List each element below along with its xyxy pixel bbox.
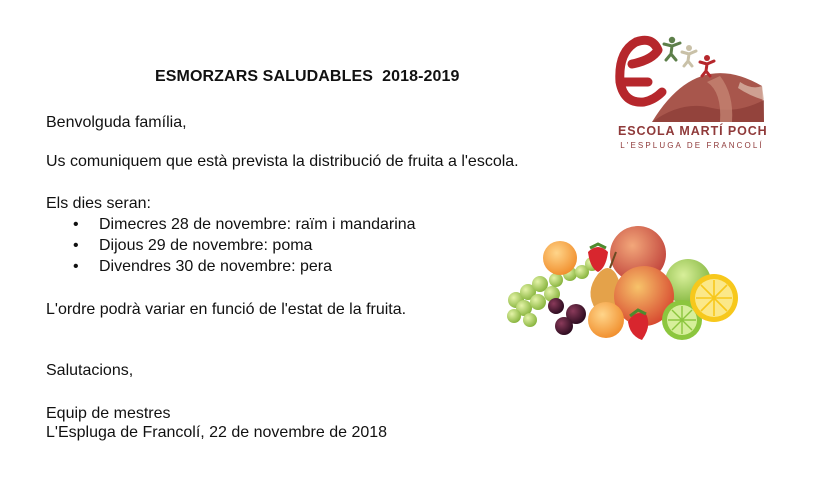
bullet: • <box>73 258 79 275</box>
logo-letter-e <box>620 40 662 102</box>
list-item-text: Divendres 30 de novembre: pera <box>99 258 333 275</box>
place-date: L'Espluga de Francolí, 22 de novembre de 2018 <box>46 424 388 441</box>
fruit-image <box>500 222 745 347</box>
list-item <box>46 214 416 235</box>
signature: Equip de mestres <box>46 405 171 422</box>
days-intro: Els dies seran: <box>46 195 151 212</box>
bullet: • <box>73 216 79 233</box>
list-item <box>46 256 416 277</box>
school-name: ESCOLA MARTÍ POCH <box>618 124 768 138</box>
list-item-text: Dimecres 28 de novembre: raïm i mandarina <box>99 216 416 233</box>
school-town: L'ESPLUGA DE FRANCOLÍ <box>620 141 764 150</box>
logo-figures <box>664 37 714 76</box>
document-title: ESMORZARS SALUDABLES 2018-2019 <box>155 68 460 85</box>
fruit-days-list <box>46 214 416 277</box>
closing: Salutacions, <box>46 362 134 379</box>
list-item <box>46 235 416 256</box>
note-paragraph: L'ordre podrà variar en funció de l'estat de la fruita. <box>46 301 407 318</box>
list-item-text: Dijous 29 de novembre: poma <box>99 237 313 254</box>
bullet: • <box>73 237 79 254</box>
intro-paragraph: Us comuniquem que està prevista la distribució de fruita a l'escola. <box>46 153 519 170</box>
greeting: Benvolguda família, <box>46 114 187 131</box>
